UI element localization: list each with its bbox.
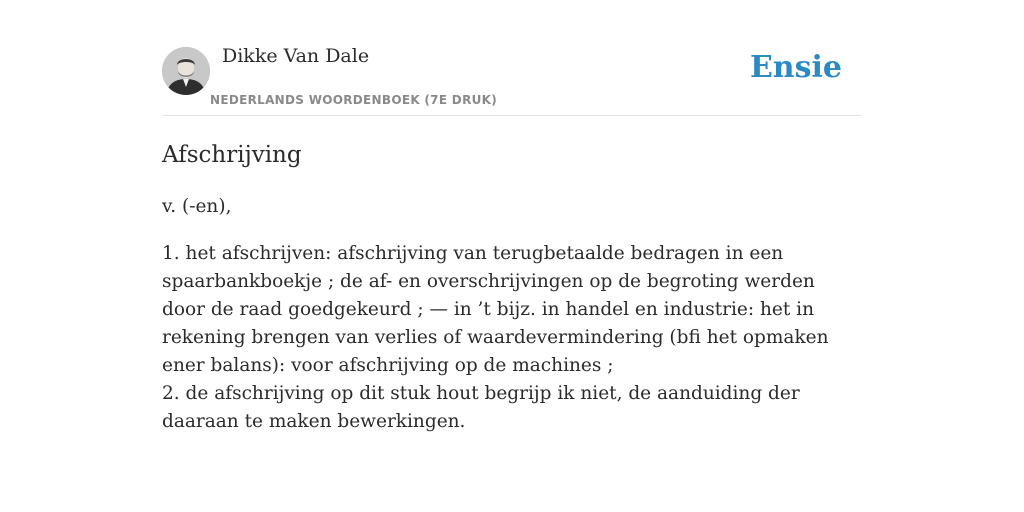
- author-avatar[interactable]: [162, 47, 210, 95]
- ensie-logo-link[interactable]: Ensie: [749, 50, 842, 85]
- entry-card: [162, 40, 862, 436]
- entry-grammar: v. (-en),: [162, 196, 232, 217]
- entry-title: Afschrijving: [162, 142, 302, 168]
- author-name[interactable]: Dikke Van Dale: [222, 45, 370, 67]
- definition-item-1: 1. het afschrijven: afschrijving van terugbetaalde bedragen in een spaarbankboekje ; de af- en overschrijvingen op de begroting werden door de raad goedgekeurd ; — in ’t bijz. in handel en industrie: het in rekening brengen van verlies of waardevermindering (bfi het opmaken ener balans): voor afschrijving op de machines ;: [162, 243, 829, 376]
- source-label[interactable]: NEDERLANDS WOORDENBOEK (7E DRUK): [210, 93, 498, 107]
- author-portrait-icon: [162, 47, 210, 95]
- entry-header: [162, 40, 862, 116]
- entry-definitions: [162, 240, 852, 436]
- definition-item-2: 2. de afschrijving op dit stuk hout begrijp ik niet, de aanduiding der daaraan te maken bewerkingen.: [162, 383, 800, 432]
